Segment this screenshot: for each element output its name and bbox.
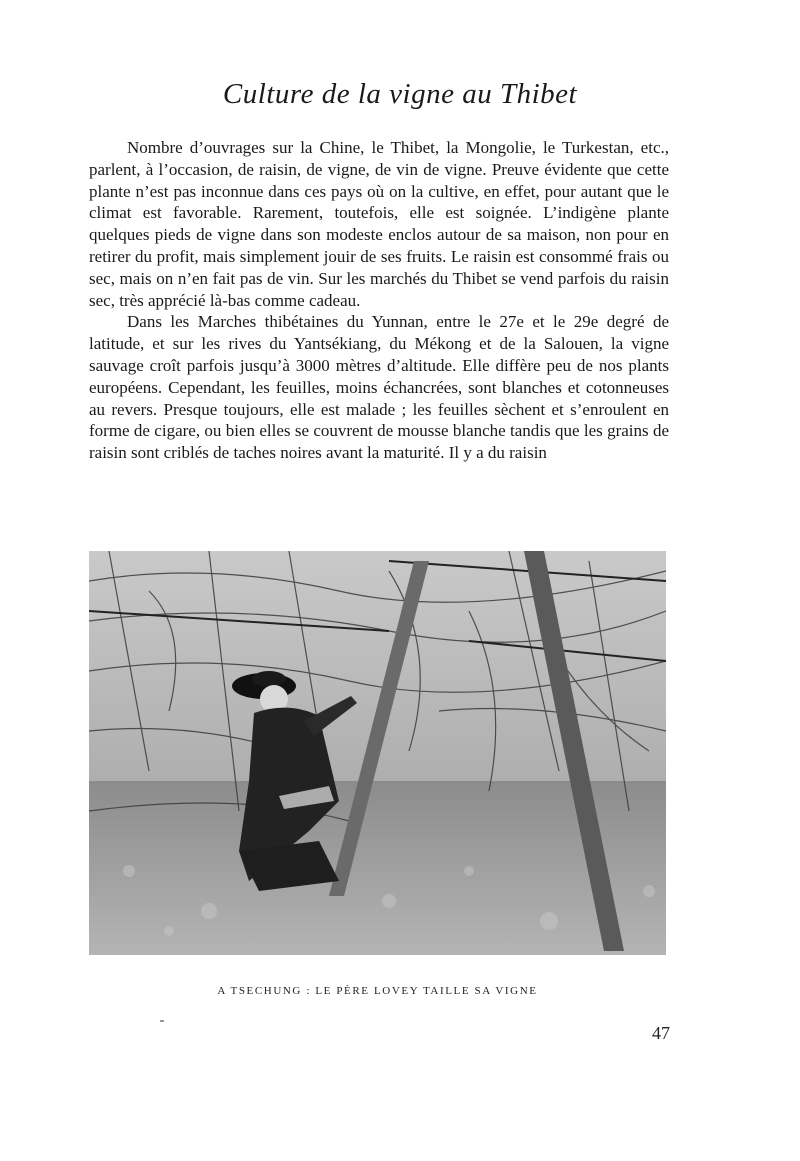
paragraph: Nombre d’ouvrages sur la Chine, le Thibet, la Mongolie, le Turkestan, etc., parlent, à l’occasion, de raisin, de vigne, de vin de vigne. Preuve évidente que cette plante n’est pas inconnue dans ces pays où on la cultive, en effet, pour autant que le climat est favorable. Rarement, toutefois, elle est soignée. L’indigène plante quelques pieds de vigne dans son modeste enclos autour de sa maison, non pour en retirer du profit, mais simplement jouir de ses fruits. Le raisin est consommé frais ou sec, mais on n’en fait pas de vin. Sur les marchés du Thibet se vend parfois du raisin sec, très apprécié là-bas comme cadeau. — [89, 138, 669, 310]
print-speck — [160, 1020, 164, 1022]
page-number: 47 — [652, 1023, 670, 1043]
photo-caption: A TSECHUNG : LE PÈRE LOVEY TAILLE SA VIGNE — [217, 985, 538, 997]
vineyard-photo — [89, 551, 666, 955]
article-body — [89, 137, 669, 464]
photo-illustration — [89, 551, 666, 955]
page-title: Culture de la vigne au Thibet — [222, 78, 578, 110]
paragraph: Dans les Marches thibétaines du Yunnan, entre le 27e et le 29e degré de latitude, et sur les rives du Yantsékiang, du Mékong et de la Salouen, la vigne sauvage croît parfois jusqu’à 3000 mètres d’altitude. Elle diffère peu de nos plants européens. Cependant, les feuilles, moins échancrées, sont blanches et cotonneuses au revers. Presque toujours, elle est malade ; les feuilles sèchent et s’enroulent en forme de cigare, ou bien elles se couvrent de mousse blanche tandis que les grains de raisin sont criblés de taches noires avant la maturité. Il y a du raisin — [89, 312, 669, 463]
